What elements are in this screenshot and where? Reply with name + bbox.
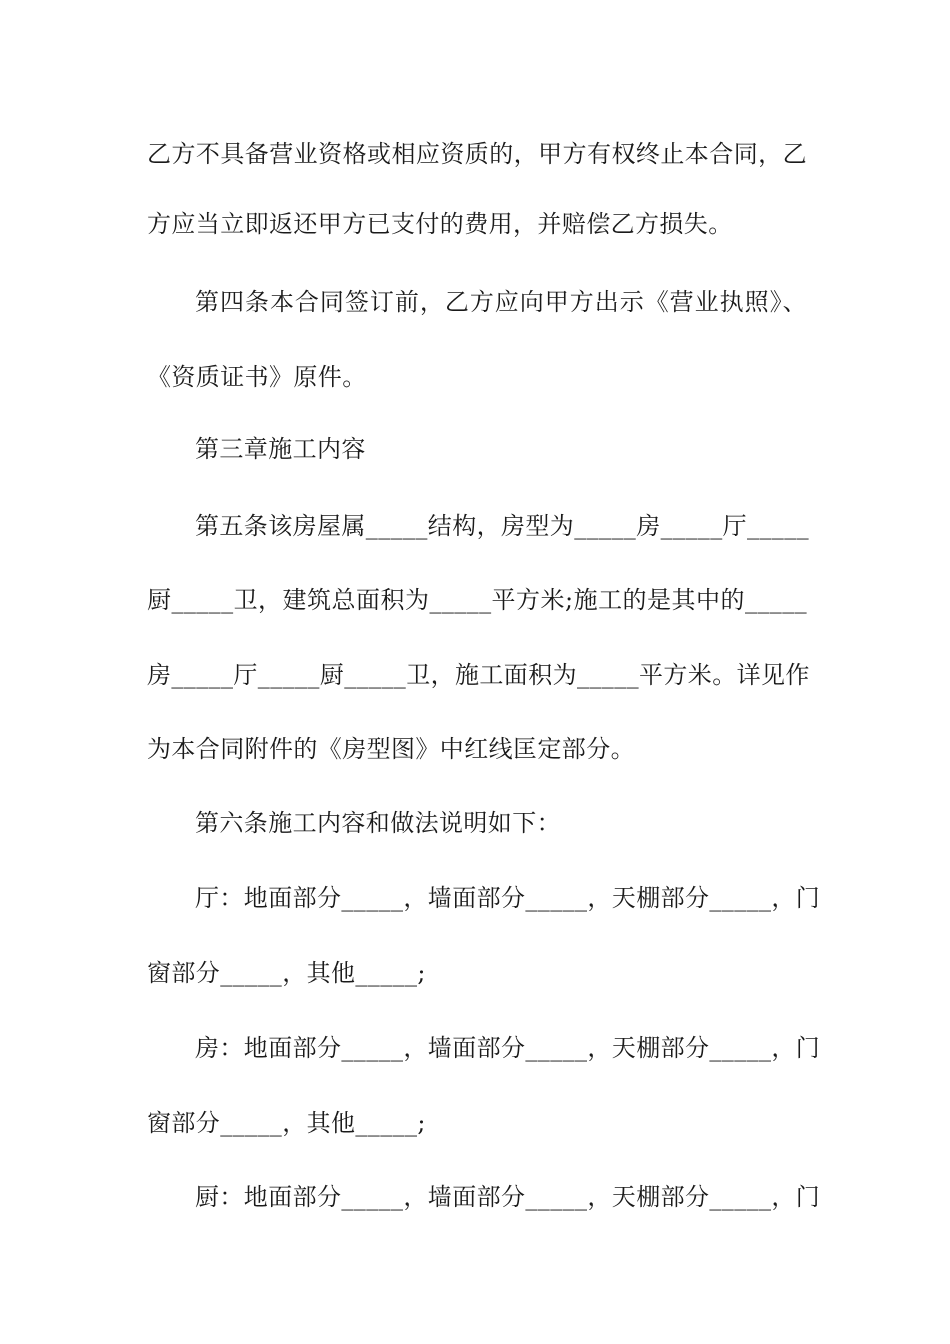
paragraph-line: 窗部分_____，其他_____;: [147, 1109, 426, 1137]
hall-spec-line: 厅：地面部分_____，墙面部分_____，天棚部分_____，门: [195, 884, 821, 912]
paragraph-line: 窗部分_____，其他_____;: [147, 959, 426, 987]
paragraph-line: 厨_____卫，建筑总面积为_____平方米;施工的是其中的_____: [147, 586, 807, 614]
article-4-line: 第四条本合同签订前，乙方应向甲方出示《营业执照》、: [195, 288, 807, 316]
article-5-line: 第五条该房屋属_____结构，房型为_____房_____厅_____: [195, 512, 809, 540]
paragraph-line: 为本合同附件的《房型图》中红线匡定部分。: [147, 735, 635, 763]
paragraph-line: 乙方不具备营业资格或相应资质的，甲方有权终止本合同，乙: [147, 140, 807, 168]
paragraph-line: 方应当立即返还甲方已支付的费用，并赔偿乙方损失。: [147, 210, 733, 238]
chapter-heading: 第三章施工内容: [195, 435, 366, 463]
paragraph-line: 《资质证书》原件。: [147, 363, 367, 391]
article-6-line: 第六条施工内容和做法说明如下：: [195, 809, 561, 837]
room-spec-line: 房：地面部分_____，墙面部分_____，天棚部分_____，门: [195, 1034, 821, 1062]
kitchen-spec-line: 厨：地面部分_____，墙面部分_____，天棚部分_____，门: [195, 1183, 821, 1211]
paragraph-line: 房_____厅_____厨_____卫，施工面积为_____平方米。详见作: [147, 661, 810, 689]
